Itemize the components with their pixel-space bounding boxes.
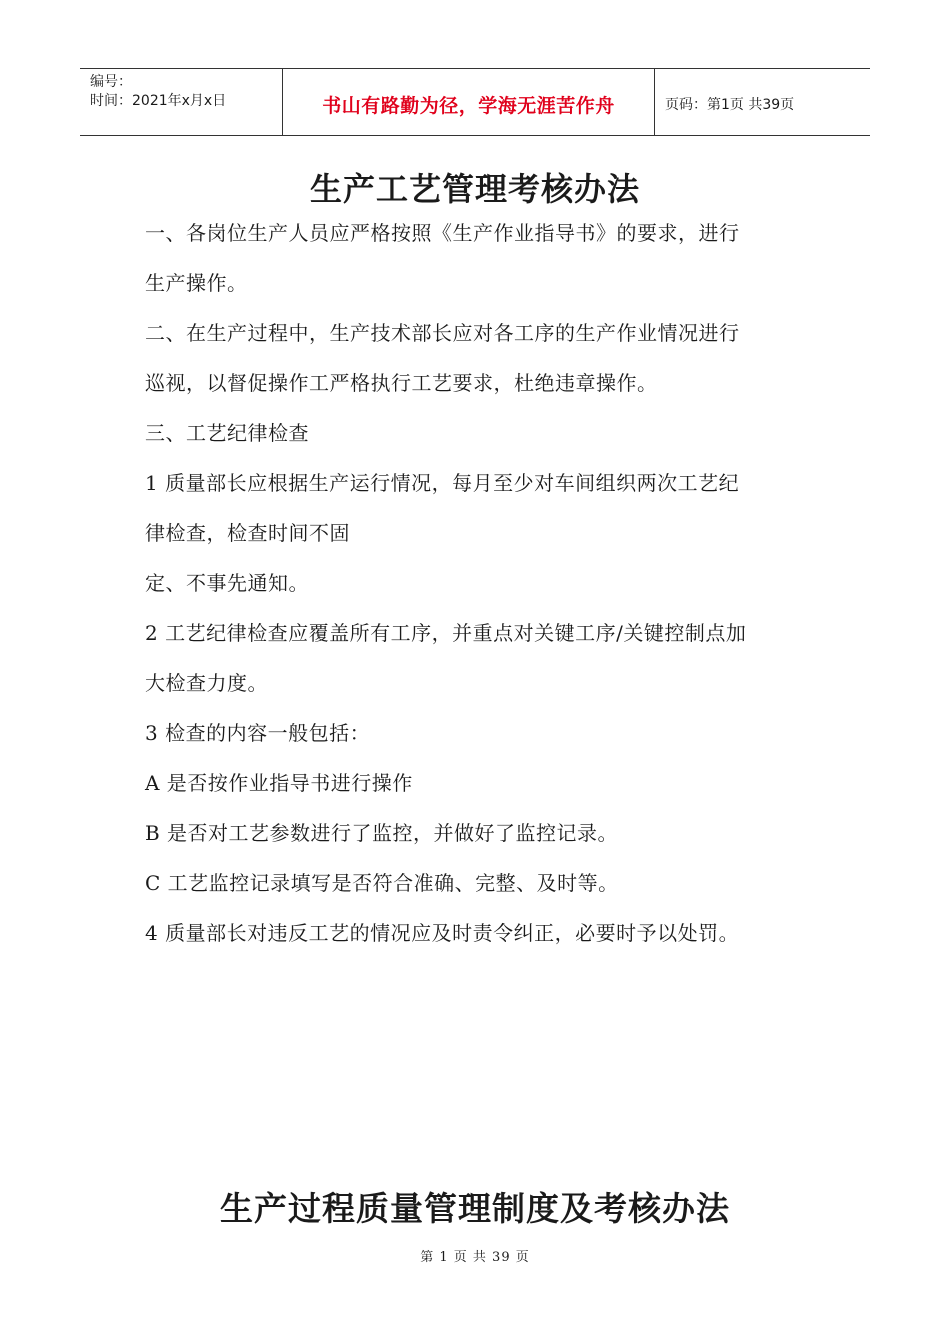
body-line: C 工艺监控记录填写是否符合准确、完整、及时等。 <box>145 871 619 895</box>
body-line: 1 质量部长应根据生产运行情况，每月至少对车间组织两次工艺纪 <box>145 471 740 495</box>
body-line: 二、在生产过程中，生产技术部长应对各工序的生产作业情况进行 <box>145 321 740 345</box>
document-header <box>80 68 870 136</box>
body-line: 巡视，以督促操作工严格执行工艺要求，杜绝违章操作。 <box>145 371 658 395</box>
body-line: A 是否按作业指导书进行操作 <box>145 771 413 795</box>
page-footer: 第 1 页 共 39 页 <box>420 1250 530 1265</box>
body-line: 律检查，检查时间不固 <box>145 521 350 545</box>
second-section-title: 生产过程质量管理制度及考核办法 <box>220 1189 730 1228</box>
header-meta <box>80 69 283 135</box>
body-line: 生产操作。 <box>145 271 248 295</box>
document-number: 编号： <box>90 74 132 90</box>
body-line: B 是否对工艺参数进行了监控，并做好了监控记录。 <box>145 821 619 845</box>
body-line: 2 工艺纪律检查应覆盖所有工序，并重点对关键工序/关键控制点加 <box>145 621 747 645</box>
header-page-info: 页码：第1页 共39页 <box>665 97 795 113</box>
document-body <box>145 213 815 963</box>
body-line: 4 质量部长对违反工艺的情况应及时责令纠正，必要时予以处罚。 <box>145 921 740 945</box>
body-line: 3 检查的内容一般包括： <box>145 721 371 745</box>
body-line: 一、各岗位生产人员应严格按照《生产作业指导书》的要求，进行 <box>145 221 740 245</box>
document-date: 时间：2021年x月x日 <box>90 93 227 109</box>
body-line: 大检查力度。 <box>145 671 268 695</box>
document-title: 生产工艺管理考核办法 <box>309 170 640 208</box>
body-line: 定、不事先通知。 <box>145 571 309 595</box>
header-motto: 书山有路勤为径，学海无涯苦作舟 <box>283 69 655 135</box>
body-line: 三、工艺纪律检查 <box>145 421 309 445</box>
